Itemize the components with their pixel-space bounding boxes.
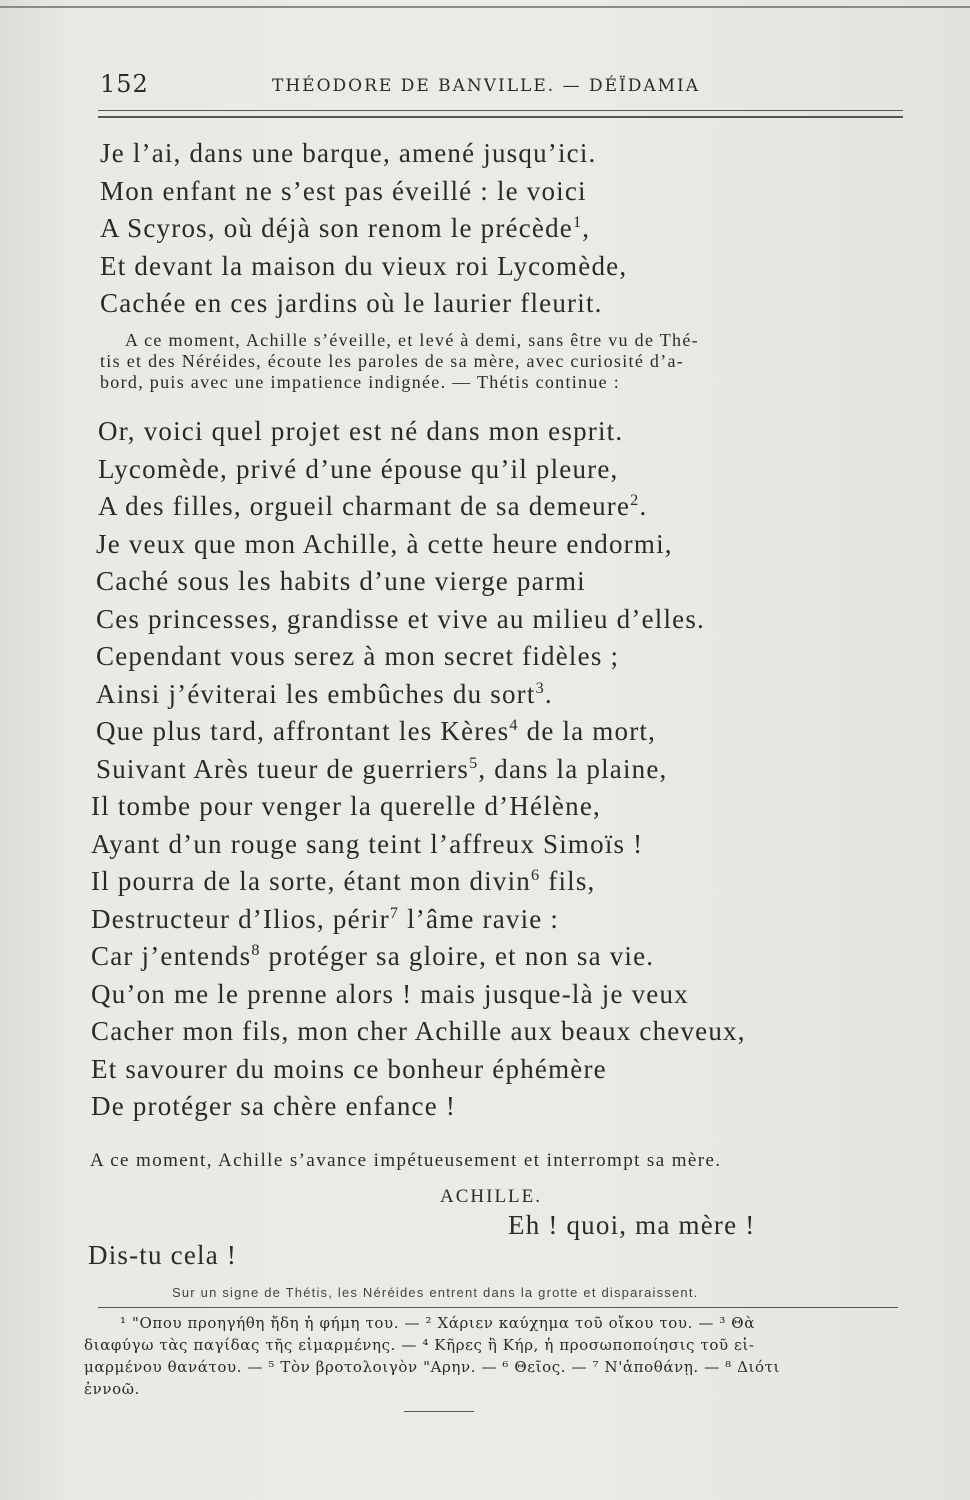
- verse-line: [96, 641, 619, 672]
- speaker-name: ACHILLE.: [440, 1186, 543, 1207]
- verse-line: [98, 491, 647, 522]
- verse-line: [96, 566, 586, 597]
- verse-text: Cachée en ces jardins où le laurier fleurit.: [100, 288, 603, 318]
- stage-direction-3: Sur un signe de Thétis, les Néréides entrent dans la grotte et disparaissent.: [172, 1285, 699, 1300]
- footnote-rule: [98, 1307, 898, 1308]
- verse-tail: .: [639, 491, 648, 521]
- verse-tail: .: [544, 678, 553, 709]
- verse-text: Je veux que mon Achille, à cette heure endormi,: [96, 528, 673, 559]
- verse-tail: ,: [582, 213, 591, 243]
- verse-line: [91, 979, 689, 1010]
- verse-text: Lycomède, privé d’une épouse qu’il pleure,: [98, 453, 619, 484]
- verse-line: [91, 791, 601, 822]
- verse-text: Ayant d’un rouge sang teint l’affreux Simoïs !: [91, 828, 644, 859]
- verse-tail: de la mort,: [518, 716, 657, 746]
- footnote-marker: 8: [251, 941, 261, 959]
- achille-line-2: Dis-tu cela !: [88, 1240, 238, 1270]
- footnote-line: διαφύγω τὰς παγίδας τῆς εἱμαρμένης. — ⁴ Κῆρες ἢ Κήρ, ἡ προσωποποίησις τοῦ εἱ-: [84, 1336, 755, 1354]
- verse-line: [100, 251, 627, 282]
- verse-line: [96, 604, 705, 635]
- footnote-line: ¹ "Οπου προηγήθη ἤδη ἡ φήμη του. — ² Χάριεν καύχημα τοῦ οἴκου του. — ³ Θὰ: [120, 1314, 755, 1332]
- verse-line: [100, 213, 590, 244]
- verse-line: [98, 416, 623, 447]
- footnote-marker: 5: [469, 753, 479, 772]
- verse-text: Destructeur d’Ilios, périr: [91, 903, 390, 934]
- verse-text: Or, voici quel projet est né dans mon esprit.: [98, 416, 624, 446]
- verse-line: [91, 829, 643, 860]
- verse-text: Et devant la maison du vieux roi Lycomède,: [100, 250, 628, 281]
- footnote-marker: 4: [509, 716, 519, 734]
- verse-text: Cependant vous serez à mon secret fidèles ;: [96, 641, 620, 671]
- footnote-marker: 1: [572, 213, 583, 231]
- verse-text: Cacher mon fils, mon cher Achille aux beaux cheveux,: [91, 1016, 746, 1046]
- verse-tail: fils,: [540, 866, 596, 896]
- verse-text: Mon enfant ne s’est pas éveillé : le voici: [100, 175, 587, 206]
- verse-line: [100, 138, 597, 169]
- verse-text: Il pourra de la sorte, étant mon divin: [91, 866, 531, 896]
- verse-line: [91, 866, 596, 897]
- verse-text: Ces princesses, grandisse et vive au milieu d’elles.: [96, 603, 706, 634]
- verse-line: [96, 529, 673, 560]
- verse-text: Je l’ai, dans une barque, amené jusqu’ici.: [100, 138, 597, 168]
- verse-text: Que plus tard, affrontant les Kères: [96, 716, 510, 746]
- header-rule-lower: [98, 116, 903, 118]
- stage-direction-line: bord, puis avec une impatience indignée. — Thétis continue :: [100, 372, 621, 392]
- verse-text: Suivant Arès tueur de guerriers: [96, 753, 470, 784]
- footnote-marker: 6: [531, 866, 541, 884]
- verse-text: Car j’entends: [91, 941, 252, 971]
- verse-text: Et savourer du moins ce bonheur éphémère: [91, 1053, 607, 1084]
- verse-line: [100, 176, 587, 207]
- bottom-ornament-rule: [404, 1411, 474, 1412]
- verse-line: [91, 1054, 607, 1085]
- verse-text: Qu’on me le prenne alors ! mais jusque-là je veux: [91, 978, 689, 1009]
- verse-line: [98, 454, 619, 485]
- verse-line: [91, 904, 559, 935]
- stage-direction-line: tis et des Néréides, écoute les paroles de sa mère, avec curiosité d’a-: [100, 351, 685, 371]
- verse-text: A Scyros, où déjà son renom le précède: [100, 213, 573, 243]
- page-number: 152: [100, 70, 149, 98]
- verse-line: [91, 941, 654, 972]
- verse-line: [100, 288, 603, 319]
- stage-direction-2: A ce moment, Achille s’avance impétueusement et interrompt sa mère.: [90, 1150, 722, 1171]
- footnote-marker: 7: [389, 903, 400, 922]
- footnote-line: ἐννοῶ.: [84, 1380, 140, 1398]
- verse-tail: l’âme ravie :: [399, 903, 560, 934]
- verse-line: [91, 1016, 746, 1047]
- running-head: THÉODORE DE BANVILLE. — DÉÏDAMIA: [272, 76, 701, 96]
- stage-direction-line: A ce moment, Achille s’éveille, et levé à demi, sans être vu de Thé-: [125, 330, 699, 350]
- verse-line: [91, 1091, 456, 1122]
- verse-line: [96, 754, 668, 785]
- page-header: [100, 68, 900, 108]
- verse-tail: protéger sa gloire, et non sa vie.: [260, 941, 655, 971]
- verse-text: Il tombe pour venger la querelle d’Hélène,: [91, 791, 601, 821]
- footnote-line: μαρμένου θανάτου. — ⁵ Τὸν βροτολοιγὸν "Αρην. — ⁶ Θεῖος. — ⁷ Ν'ἀποθάνῃ. — ⁸ Διότι: [84, 1358, 781, 1376]
- verse-text: Ainsi j’éviterai les embûches du sort: [96, 678, 536, 709]
- achille-line-1: Eh ! quoi, ma mère !: [508, 1210, 756, 1240]
- verse-line: [96, 716, 656, 747]
- top-edge-rule: [0, 6, 970, 8]
- footnote-marker: 3: [535, 678, 545, 697]
- verse-text: De protéger sa chère enfance !: [91, 1091, 457, 1121]
- footnote-marker: 2: [630, 491, 640, 509]
- header-rule-upper: [98, 110, 903, 111]
- verse-line: [96, 679, 553, 710]
- verse-tail: , dans la plaine,: [478, 753, 668, 784]
- verse-text: Caché sous les habits d’une vierge parmi: [96, 566, 586, 596]
- verse-text: A des filles, orgueil charmant de sa demeure: [98, 491, 631, 521]
